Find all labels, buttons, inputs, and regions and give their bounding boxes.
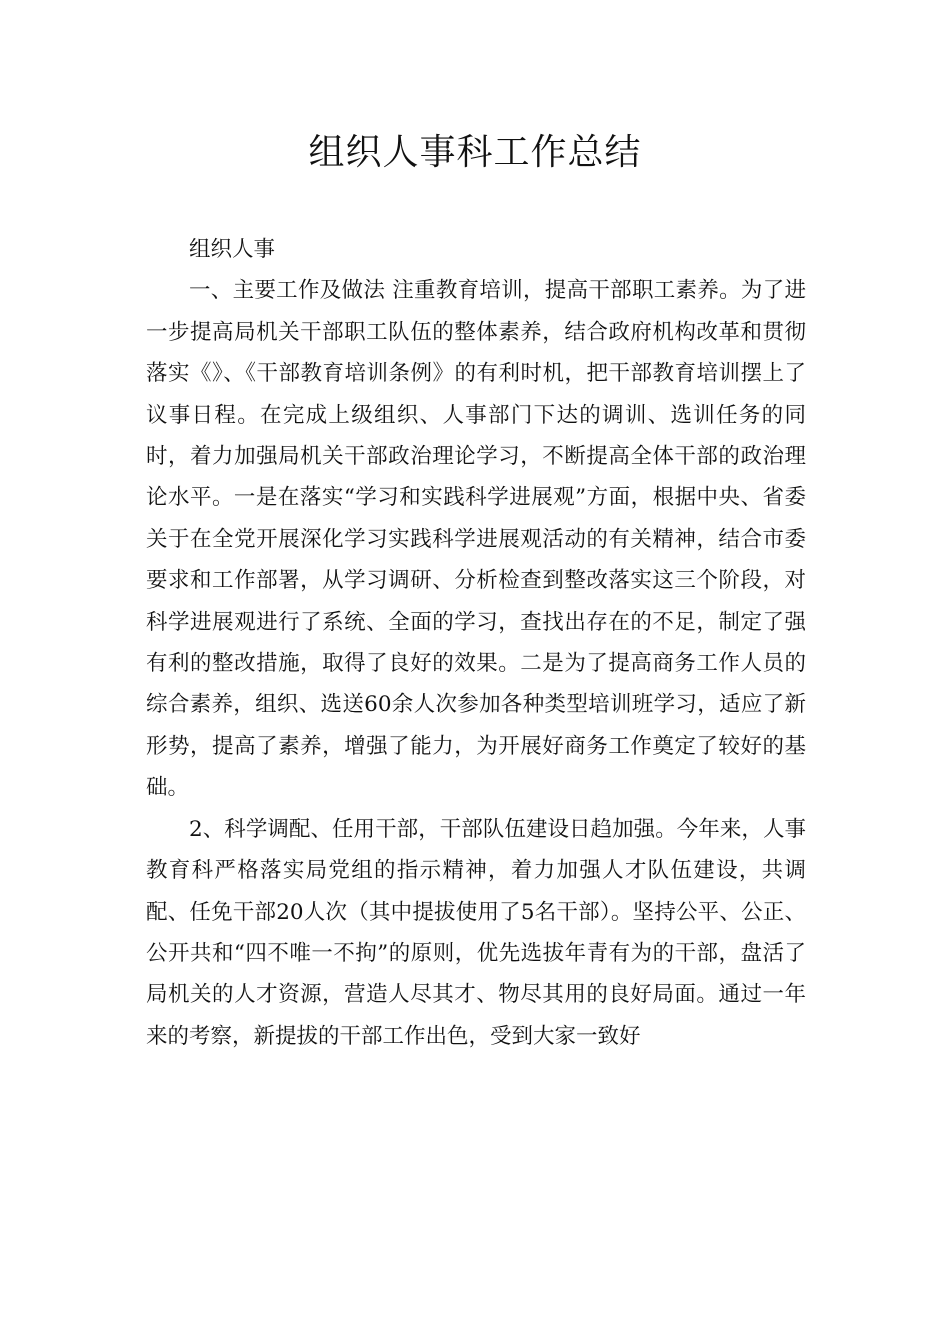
paragraph: 一、主要工作及做法 注重教育培训，提高干部职工素养。为了进一步提高局机关干部职工队伍的整体素养，结合政府机构改革和贯彻落实《》、《干部教育培训条例》的有利时机，把干部教育培训摆上了议事日程。在完成上级组织、人事部门下达的调训、选训任务的同时，着力加强局机关干部政治理论学习，不断提高全体干部的政治理论水平。一是在落实“学习和实践科学进展观”方面，根据中央、省委关于在全党开展深化学习实践科学进展观活动的有关精神，结合市委要求和工作部署，从学习调研、分析检查到整改落实这三个阶段，对科学进展观进行了系统、全面的学习，查找出存在的不足，制定了强有利的整改措施，取得了良好的效果。二是为了提高商务工作人员的综合素养，组织、选送60余人次参加各种类型培训班学习，适应了新形势，提高了素养，增强了能力，为开展好商务工作奠定了较好的基础。	[146, 278, 806, 801]
paragraph-heading: 组织人事	[189, 237, 276, 262]
document-title: 组织人事科工作总结	[308, 132, 642, 173]
document-body	[146, 229, 806, 1057]
paragraph: 2、科学调配、任用干部，干部队伍建设日趋加强。今年来，人事教育科严格落实局党组的指示精神，着力加强人才队伍建设，共调配、任免干部20人次（其中提拔使用了5名干部）。坚持公平、公正、公开共和“四不唯一不拘”的原则，优先选拔年青有为的干部，盘活了局机关的人才资源，营造人尽其才、物尽其用的良好局面。通过一年来的考察，新提拔的干部工作出色，受到大家一致好	[146, 816, 806, 1049]
